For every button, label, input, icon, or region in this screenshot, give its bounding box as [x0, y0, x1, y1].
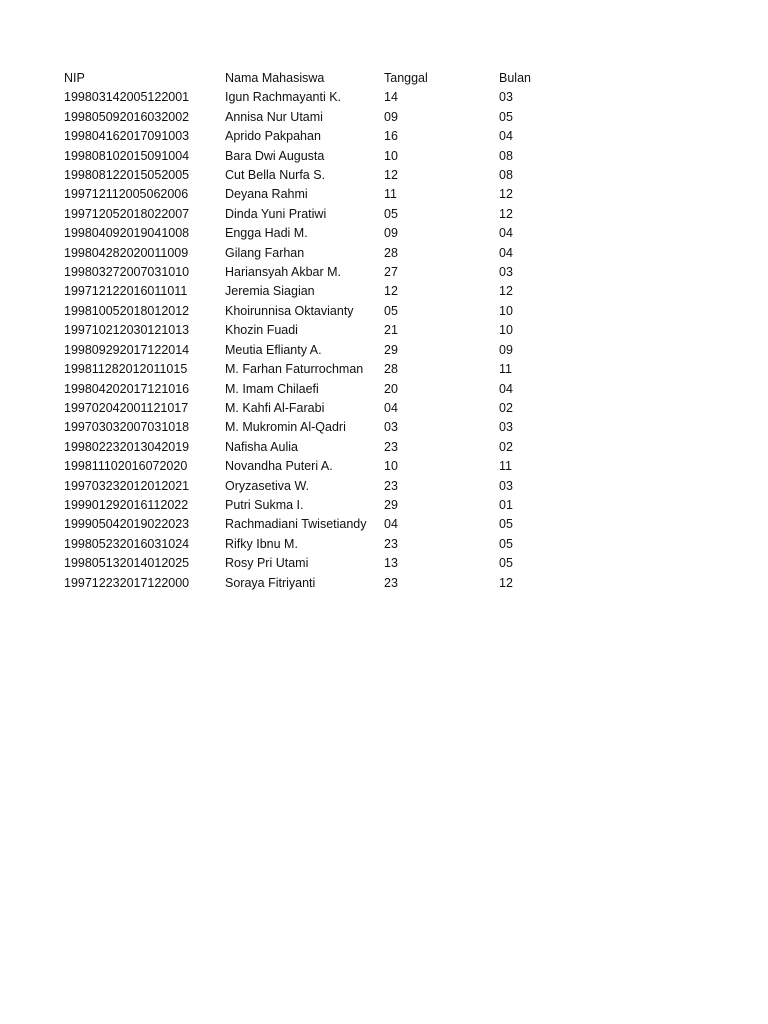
- cell-tanggal: 03: [384, 420, 398, 435]
- table-row: [64, 321, 704, 340]
- cell-bulan: 12: [499, 206, 513, 221]
- cell-tanggal: 05: [384, 206, 398, 221]
- cell-tanggal: 23: [384, 478, 398, 493]
- table-row: [64, 224, 704, 243]
- cell-nip: 199808102015091004: [64, 148, 190, 163]
- cell-nip: 199901292016112022: [64, 497, 189, 512]
- table-row: [64, 438, 704, 457]
- cell-bulan: 05: [499, 536, 513, 551]
- cell-tanggal: 12: [384, 168, 398, 183]
- cell-tanggal: 29: [384, 342, 398, 357]
- cell-nip: 199703232012012021: [64, 478, 190, 493]
- cell-nama-mahasiswa: M. Mukromin Al-Qadri: [225, 420, 346, 435]
- student-table-sheet: [64, 69, 704, 593]
- table-row: [64, 554, 704, 573]
- cell-tanggal: 14: [384, 90, 398, 105]
- cell-nama-mahasiswa: Jeremia Siagian: [225, 284, 315, 299]
- table-row: [64, 185, 704, 204]
- table-row: [64, 147, 704, 166]
- cell-nama-mahasiswa: Soraya Fitriyanti: [225, 575, 316, 590]
- cell-tanggal: 28: [384, 362, 398, 377]
- cell-bulan: 05: [499, 556, 513, 571]
- cell-tanggal: 09: [384, 109, 398, 124]
- cell-tanggal: 05: [384, 303, 398, 318]
- cell-nip: 199712112005062006: [64, 187, 189, 202]
- cell-nama-mahasiswa: Aprido Pakpahan: [225, 129, 321, 144]
- cell-nip: 199802232013042019: [64, 439, 190, 454]
- cell-bulan: 11: [499, 362, 512, 377]
- table-row: [64, 166, 704, 185]
- cell-bulan: 10: [499, 323, 513, 338]
- cell-nama-mahasiswa: Cut Bella Nurfa S.: [225, 168, 326, 183]
- table-row: [64, 244, 704, 263]
- header-row: [64, 69, 704, 88]
- cell-nama-mahasiswa: Hariansyah Akbar M.: [225, 265, 342, 280]
- cell-bulan: 04: [499, 226, 513, 241]
- cell-bulan: 04: [499, 245, 513, 260]
- cell-nip: 199712052018022007: [64, 206, 190, 221]
- cell-nama-mahasiswa: Rifky Ibnu M.: [225, 536, 298, 551]
- cell-nip: 199811282012011015: [64, 362, 188, 377]
- header-bulan: Bulan: [499, 71, 531, 85]
- table-row: [64, 205, 704, 224]
- student-table: [64, 69, 704, 593]
- cell-nama-mahasiswa: Bara Dwi Augusta: [225, 148, 325, 163]
- cell-nip: 199702042001121017: [64, 400, 189, 415]
- table-row: [64, 88, 704, 107]
- cell-nip: 199905042019022023: [64, 517, 190, 532]
- cell-tanggal: 23: [384, 536, 398, 551]
- cell-bulan: 02: [499, 400, 513, 415]
- cell-nip: 199803142005122001: [64, 90, 190, 105]
- cell-nip: 199809292017122014: [64, 342, 190, 357]
- cell-nip: 199811102016072020: [64, 459, 188, 474]
- cell-tanggal: 28: [384, 245, 398, 260]
- cell-tanggal: 10: [384, 148, 398, 163]
- cell-nip: 199712122016011011: [64, 284, 188, 299]
- table-header: [64, 69, 704, 88]
- cell-tanggal: 23: [384, 439, 398, 454]
- cell-nama-mahasiswa: Rachmadiani Twisetiandy: [225, 517, 367, 532]
- cell-bulan: 03: [499, 478, 513, 493]
- cell-bulan: 05: [499, 517, 513, 532]
- table-row: [64, 418, 704, 437]
- table-row: [64, 574, 704, 593]
- cell-tanggal: 09: [384, 226, 398, 241]
- cell-tanggal: 04: [384, 400, 398, 415]
- cell-tanggal: 23: [384, 575, 398, 590]
- cell-tanggal: 11: [384, 187, 397, 202]
- table-row: [64, 360, 704, 379]
- cell-tanggal: 27: [384, 265, 398, 280]
- cell-nip: 199805092016032002: [64, 109, 190, 124]
- cell-nama-mahasiswa: Khozin Fuadi: [225, 323, 298, 338]
- cell-nip: 199804092019041008: [64, 226, 190, 241]
- cell-nip: 199712232017122000: [64, 575, 190, 590]
- cell-tanggal: 10: [384, 459, 398, 474]
- cell-bulan: 03: [499, 90, 513, 105]
- cell-bulan: 04: [499, 381, 513, 396]
- cell-nama-mahasiswa: Khoirunnisa Oktavianty: [225, 303, 354, 318]
- table-body: [64, 88, 704, 593]
- cell-nama-mahasiswa: M. Kahfi Al-Farabi: [225, 400, 325, 415]
- cell-bulan: 10: [499, 303, 513, 318]
- table-row: [64, 282, 704, 301]
- cell-tanggal: 04: [384, 517, 398, 532]
- cell-bulan: 02: [499, 439, 513, 454]
- cell-bulan: 09: [499, 342, 513, 357]
- cell-nama-mahasiswa: Nafisha Aulia: [225, 439, 298, 454]
- cell-nama-mahasiswa: Meutia Eflianty A.: [225, 342, 322, 357]
- cell-nip: 199804162017091003: [64, 129, 190, 144]
- cell-tanggal: 13: [384, 556, 398, 571]
- cell-nip: 199703032007031018: [64, 420, 190, 435]
- cell-nip: 199803272007031010: [64, 265, 190, 280]
- cell-nama-mahasiswa: Igun Rachmayanti K.: [225, 90, 342, 105]
- cell-tanggal: 29: [384, 497, 398, 512]
- table-row: [64, 341, 704, 360]
- cell-bulan: 12: [499, 284, 513, 299]
- table-row: [64, 535, 704, 554]
- cell-nip: 199804282020011009: [64, 245, 189, 260]
- cell-bulan: 04: [499, 129, 513, 144]
- cell-nama-mahasiswa: M. Farhan Faturrochman: [225, 362, 364, 377]
- cell-nama-mahasiswa: M. Imam Chilaefi: [225, 381, 319, 396]
- cell-tanggal: 20: [384, 381, 398, 396]
- header-nip: NIP: [64, 71, 85, 85]
- cell-nama-mahasiswa: Oryzasetiva W.: [225, 478, 310, 493]
- table-row: [64, 263, 704, 282]
- cell-nip: 199710212030121013: [64, 323, 190, 338]
- cell-bulan: 08: [499, 168, 513, 183]
- cell-bulan: 08: [499, 148, 513, 163]
- table-row: [64, 127, 704, 146]
- cell-nama-mahasiswa: Gilang Farhan: [225, 245, 305, 260]
- table-row: [64, 399, 704, 418]
- cell-bulan: 11: [499, 459, 512, 474]
- table-row: [64, 496, 704, 515]
- table-row: [64, 515, 704, 534]
- cell-nama-mahasiswa: Dinda Yuni Pratiwi: [225, 206, 327, 221]
- table-row: [64, 477, 704, 496]
- cell-nama-mahasiswa: Putri Sukma I.: [225, 497, 304, 512]
- cell-bulan: 12: [499, 575, 513, 590]
- cell-nama-mahasiswa: Rosy Pri Utami: [225, 556, 309, 571]
- cell-nama-mahasiswa: Engga Hadi M.: [225, 226, 308, 241]
- cell-nip: 199805232016031024: [64, 536, 190, 551]
- table-row: [64, 108, 704, 127]
- cell-tanggal: 21: [384, 323, 398, 338]
- cell-bulan: 03: [499, 265, 513, 280]
- table-row: [64, 380, 704, 399]
- cell-nip: 199808122015052005: [64, 168, 190, 183]
- table-row: [64, 302, 704, 321]
- cell-nip: 199810052018012012: [64, 303, 190, 318]
- table-row: [64, 457, 704, 476]
- header-tanggal: Tanggal: [384, 71, 428, 85]
- cell-bulan: 05: [499, 109, 513, 124]
- cell-nama-mahasiswa: Deyana Rahmi: [225, 187, 308, 202]
- cell-tanggal: 16: [384, 129, 398, 144]
- cell-tanggal: 12: [384, 284, 398, 299]
- cell-bulan: 12: [499, 187, 513, 202]
- cell-bulan: 03: [499, 420, 513, 435]
- header-nama-mahasiswa: Nama Mahasiswa: [225, 71, 325, 85]
- cell-bulan: 01: [499, 497, 513, 512]
- cell-nama-mahasiswa: Annisa Nur Utami: [225, 109, 323, 124]
- cell-nip: 199804202017121016: [64, 381, 190, 396]
- cell-nip: 199805132014012025: [64, 556, 190, 571]
- cell-nama-mahasiswa: Novandha Puteri A.: [225, 459, 333, 474]
